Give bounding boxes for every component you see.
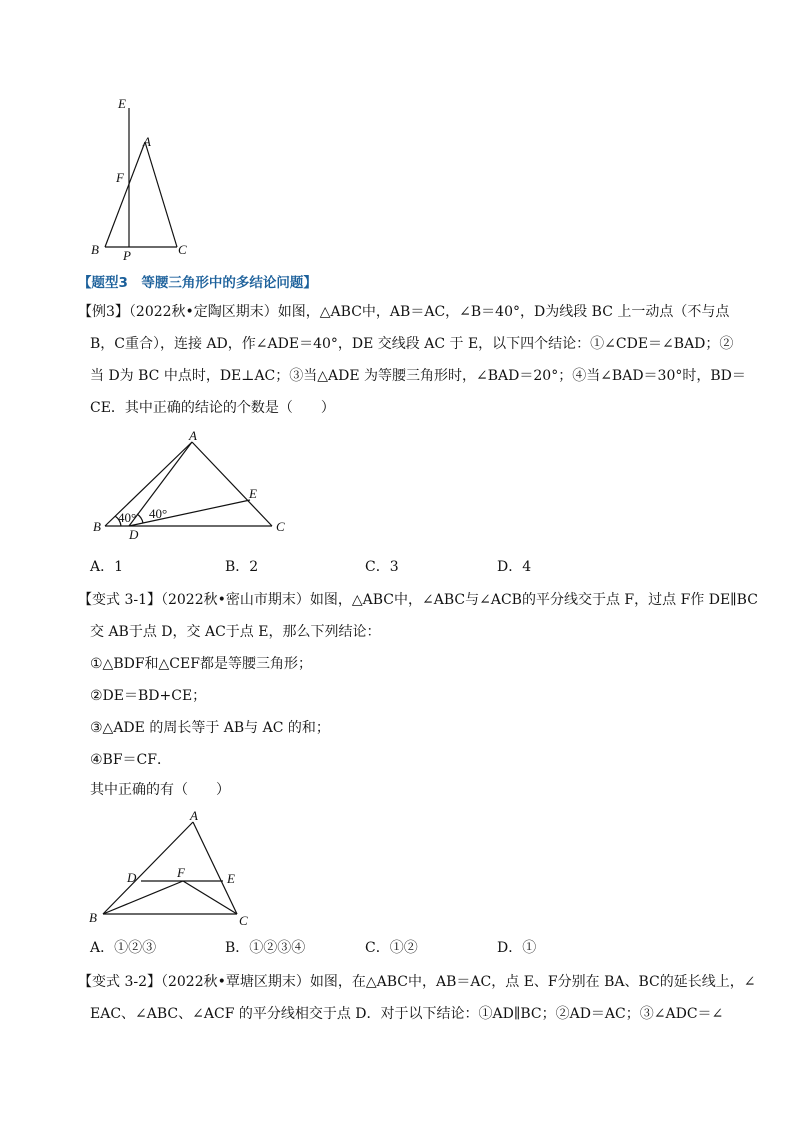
example-3-diagram: [85, 428, 305, 543]
figure-1-label-c: C: [178, 242, 187, 257]
example-3-option-d: D．4: [497, 559, 532, 575]
example-3-line-2: B，C重合），连接 AD，作∠ADE＝40°，DE 交线段 AC 于 E，以下四个结论：①∠CDE＝∠BAD；②: [90, 336, 734, 352]
figure-1-label-a: A: [143, 134, 151, 149]
example-3-angle-d: 40°: [149, 506, 168, 521]
variant-3-1-option-d: D．①: [497, 940, 537, 956]
example-3-line-3: 当 D为 BC 中点时，DE⊥AC；③当△ADE 为等腰三角形时，∠BAD＝20°；④当∠BAD＝30°时，BD＝: [90, 368, 746, 384]
example-3-line-1: 【例3】（2022秋•定陶区期末）如图，△ABC中，AB＝AC，∠B＝40°，D为线段 BC 上一动点（不与点: [78, 304, 730, 320]
variant-3-1-label-e: E: [227, 871, 235, 886]
variant-3-1-option-c: C．①②: [365, 940, 418, 956]
figure-1-label-f: F: [116, 170, 124, 185]
variant-3-2-line-1: 【变式 3-2】（2022秋•覃塘区期末）如图，在△ABC中，AB＝AC，点 E、F分别在 BA、BC的延长线上，∠: [78, 974, 756, 990]
example-3-angle-b: 40°: [118, 510, 137, 525]
example-3-option-c: C．3: [365, 559, 399, 575]
variant-3-1-option-b: B．①②③④: [225, 940, 306, 956]
variant-3-1-option-a: A．①②③: [90, 940, 157, 956]
figure-1-label-e: E: [118, 96, 126, 111]
variant-3-1-label-f: F: [177, 865, 185, 880]
variant-3-1-label-a: A: [190, 808, 198, 823]
figure-1-label-p: P: [123, 248, 131, 260]
variant-3-1-line-5: ③△ADE 的周长等于 AB与 AC 的和；: [90, 720, 330, 736]
example-3-label-a: A: [189, 428, 197, 443]
example-3-label-b: B: [93, 519, 101, 534]
section-heading: 【题型3 等腰三角形中的多结论问题】: [78, 275, 317, 291]
variant-3-1-line-2: 交 AB于点 D，交 AC于点 E，那么下列结论：: [90, 624, 381, 640]
variant-3-1-label-b: B: [89, 910, 97, 925]
variant-3-1-line-3: ①△BDF和△CEF都是等腰三角形；: [90, 656, 312, 672]
example-3-line-4: CE．其中正确的结论的个数是（ ）: [90, 400, 335, 416]
variant-3-1-label-c: C: [239, 913, 248, 928]
example-3-option-a: A．1: [90, 559, 124, 575]
example-3-label-c: C: [276, 519, 285, 534]
variant-3-1-label-d: D: [127, 870, 137, 885]
variant-3-1-line-4: ②DE＝BD+CE；: [90, 688, 207, 704]
variant-3-1-line-1: 【变式 3-1】（2022秋•密山市期末）如图，△ABC中，∠ABC与∠ACB的平分线交于点 F，过点 F作 DE∥BC: [78, 592, 758, 608]
variant-3-1-diagram: [85, 808, 265, 933]
example-3-label-d: D: [129, 527, 139, 542]
figure-1-diagram: [85, 90, 205, 260]
variant-3-1-line-7: 其中正确的有（ ）: [90, 782, 230, 798]
figure-1-label-b: B: [91, 242, 99, 257]
example-3-option-b: B．2: [225, 559, 259, 575]
example-3-label-e: E: [249, 486, 257, 501]
variant-3-1-line-6: ④BF＝CF．: [90, 752, 171, 768]
variant-3-2-line-2: EAC、∠ABC、∠ACF 的平分线相交于点 D．对于以下结论：①AD∥BC；②AD＝AC；③∠ADC＝∠: [90, 1006, 724, 1022]
